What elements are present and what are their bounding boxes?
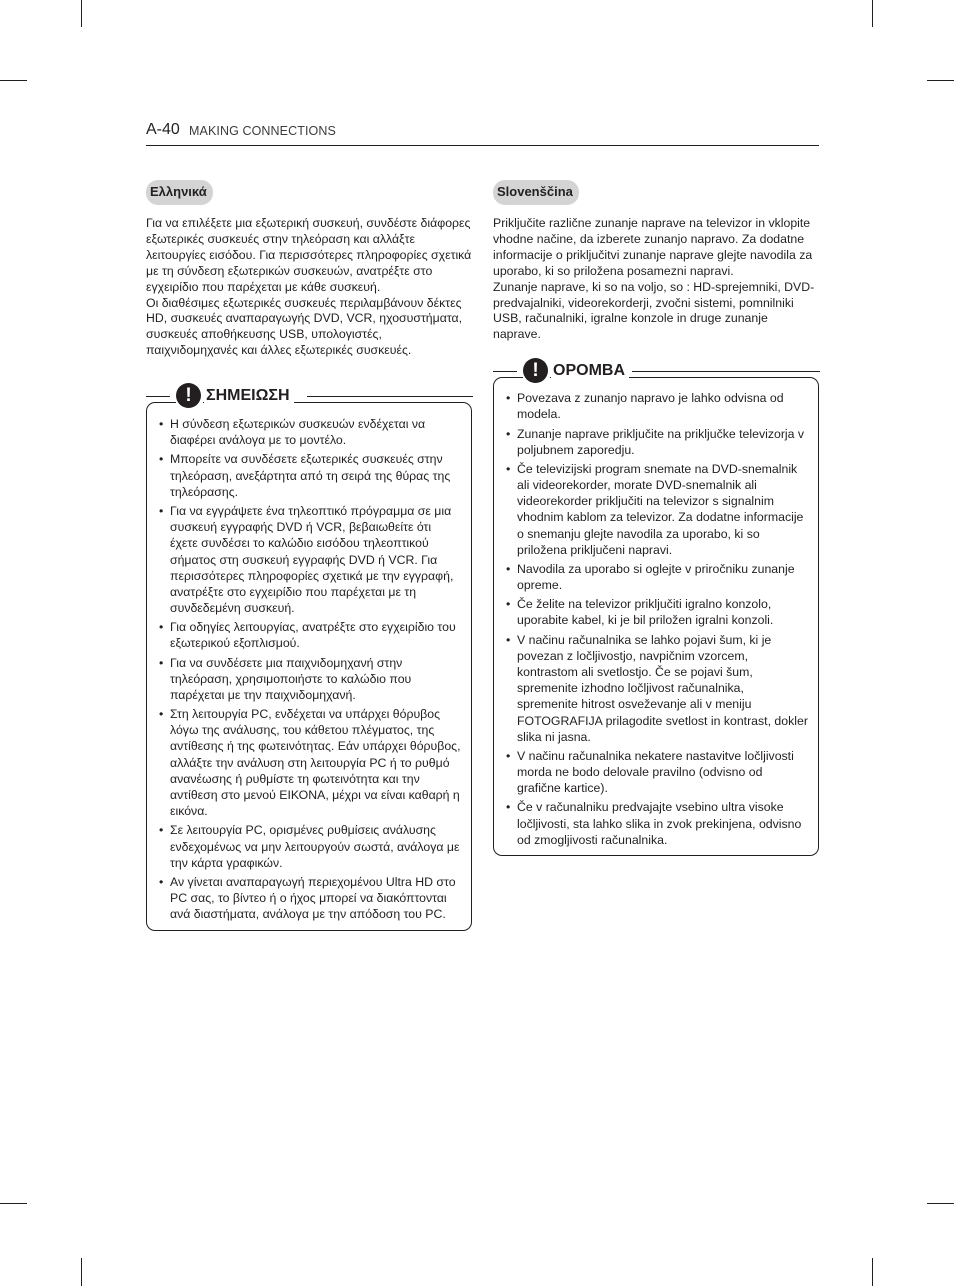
note-item: • Če televizijski program snemate na DVD-snemalnik ali videorekorder, morate DVD-snemalnik ali videorekorder priključiti na televizor s signalnim vhodnim kablom za televizor. Za dodatne informacije o snemanju glejte navodila za uporabo, ki so priložena priključeni napravi. bbox=[517, 461, 808, 558]
crop-mark bbox=[81, 0, 82, 27]
greek-column bbox=[146, 180, 472, 931]
intro-paragraph: Για να επιλέξετε μια εξωτερική συσκευή, συνδέστε διάφορες εξωτερικές συσκευές στην τηλεόραση και αλλάξτε λειτουργίες εισόδου. Για περισσότερες πληροφορίες σχετικά με τη σύνδεση εξωτερικών συσκευών, ανατρέξτε στο εγχειρίδιο που παρέχεται με κάθε συσκευή. bbox=[146, 216, 472, 294]
intro-paragraph: Priključite različne zunanje naprave na televizor in vklopite vhodne načine, da izberete zunanjo napravo. Za dodatne informacije o priključitvi zunanje naprave glejte navodila za uporabo, ki so priložena posamezni napravi. bbox=[493, 216, 813, 278]
note-item: • Σε λειτουργία PC, ορισμένες ρυθμίσεις ανάλυσης ενδεχομένως να μην λειτουργούν σωστά, ανάλογα με την κάρτα γραφικών. bbox=[170, 822, 461, 871]
crop-mark bbox=[872, 1258, 873, 1286]
intro-paragraph: Οι διαθέσιμες εξωτερικές συσκευές περιλαμβάνουν δέκτες HD, συσκευές αναπαραγωγής DVD, VCR, ηχοσυστήματα, συσκευές αποθήκευσης USB, υπολογιστές, παιχνιδομηχανές και άλλες εξωτερικές συσκευές. bbox=[146, 295, 463, 358]
slovene-intro bbox=[493, 216, 819, 343]
crop-mark bbox=[927, 1203, 954, 1204]
language-label-greek: Ελληνικά bbox=[146, 180, 213, 205]
note-title: OPOMBA bbox=[551, 362, 629, 380]
note-item: • Η σύνδεση εξωτερικών συσκευών ενδέχεται να διαφέρει ανάλογα με το μοντέλο. bbox=[170, 416, 461, 448]
note-list bbox=[147, 416, 471, 922]
language-label-slovene: Slovenščina bbox=[493, 180, 579, 205]
note-item: • Αν γίνεται αναπαραγωγή περιεχομένου Ultra HD στο PC σας, το βίντεο ή ο ήχος μπορεί να διακόπτονται ανά διαστήματα, ανάλογα με την απόδοση του PC. bbox=[170, 874, 461, 923]
note-item: • Για οδηγίες λειτουργίας, ανατρέξτε στο εγχειρίδιο του εξωτερικού εξοπλισμού. bbox=[170, 619, 461, 651]
note-box-greek bbox=[146, 385, 472, 931]
exclamation-icon: ! bbox=[523, 358, 550, 385]
page-header bbox=[146, 120, 819, 146]
crop-mark bbox=[0, 80, 27, 81]
note-item: • V načinu računalnika nekatere nastavitve ločljivosti morda ne bodo delovale pravilno (odvisno od grafične kartice). bbox=[517, 748, 808, 797]
intro-paragraph: Zunanje naprave, ki so na voljo, so : HD-sprejemniki, DVD-predvajalniki, videorekorderji, zvočni sistemi, pomnilniki USB, računalniki, igralne konzole in druge zunanje naprave. bbox=[493, 279, 815, 342]
note-title: ΣΗΜΕΙΩΣΗ bbox=[204, 387, 294, 405]
note-list bbox=[494, 390, 818, 848]
note-header bbox=[147, 383, 471, 413]
slovene-column bbox=[493, 180, 819, 856]
page-number: A-40 bbox=[146, 121, 180, 138]
crop-mark bbox=[81, 1258, 82, 1286]
note-header bbox=[494, 358, 818, 388]
note-item: • Navodila za uporabo si oglejte v priročniku zunanje opreme. bbox=[517, 561, 808, 593]
crop-mark bbox=[872, 0, 873, 27]
note-item: • Če želite na televizor priključiti igralno konzolo, uporabite kabel, ki je bil priložen igralni konzoli. bbox=[517, 596, 808, 628]
note-item: • Στη λειτουργία PC, ενδέχεται να υπάρχει θόρυβος λόγω της ανάλυσης, του κάθετου πλέγματος, της αντίθεσης ή της φωτεινότητας. Εάν υπάρχει θόρυβος, αλλάξτε την ανάλυση στη λειτουργία PC ή το ρυθμό ανανέωσης ή ρυθμίστε τη φωτεινότητα και την αντίθεση στο μενού ΕΙΚΟΝΑ, μέχρι να είναι καθαρή η εικόνα. bbox=[170, 706, 461, 819]
note-item: • V načinu računalnika se lahko pojavi šum, ki je povezan z ločljivostjo, navpičnim vzorcem, kontrastom ali svetlostjo. Če se pojavi šum, spremenite izhodno ločljivost računalnika, spremenite hitrost osveževanje ali v meniju FOTOGRAFIJA prilagodite svetlost in kontrast, dokler slika ni jasna. bbox=[517, 632, 808, 745]
note-box-slovene bbox=[493, 360, 819, 856]
note-item: • Για να εγγράψετε ένα τηλεοπτικό πρόγραμμα σε μια συσκευή εγγραφής DVD ή VCR, βεβαιωθείτε ότι έχετε συνδέσει το καλώδιο εισόδου τηλεοπτικού σήματος στη συσκευή εγγραφής DVD ή VCR. Για περισσότερες πληροφορίες σχετικά με την εγγραφή, ανατρέξτε στο εγχειρίδιο που παρέχεται με τη συνδεδεμένη συσκευή. bbox=[170, 503, 461, 616]
exclamation-icon: ! bbox=[176, 383, 203, 410]
note-item: • Για να συνδέσετε μια παιχνιδομηχανή στην τηλεόραση, χρησιμοποιήστε το καλώδιο που παρέχεται με την παιχνιδομηχανή. bbox=[170, 655, 461, 704]
crop-mark bbox=[927, 80, 954, 81]
section-title: MAKING CONNECTIONS bbox=[189, 124, 336, 138]
note-item: • Če v računalniku predvajajte vsebino ultra visoke ločljivosti, sta lahko slika in zvok prekinjena, odvisno od zmogljivosti računalnika. bbox=[517, 799, 808, 848]
note-item: • Zunanje naprave priključite na priključke televizorja v poljubnem zaporedju. bbox=[517, 426, 808, 458]
note-item: • Povezava z zunanjo napravo je lahko odvisna od modela. bbox=[517, 390, 808, 422]
greek-intro bbox=[146, 216, 472, 359]
note-item: • Μπορείτε να συνδέσετε εξωτερικές συσκευές στην τηλεόραση, ανεξάρτητα από τη σειρά της θύρας της τηλεόρασης. bbox=[170, 451, 461, 500]
crop-mark bbox=[0, 1203, 27, 1204]
